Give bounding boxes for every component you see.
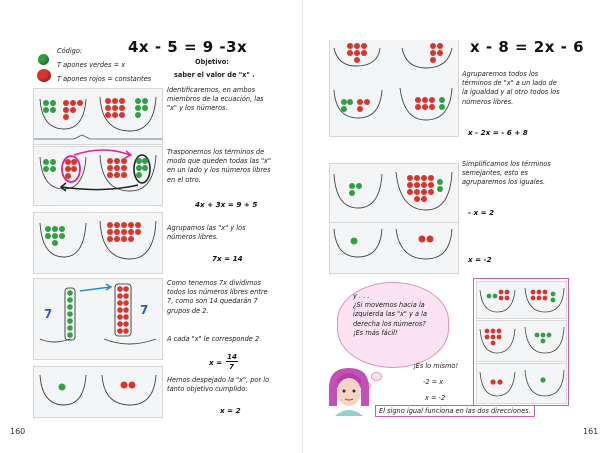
photo-right-step3 bbox=[329, 222, 459, 274]
color-legend bbox=[33, 47, 163, 87]
left-equation-title: 4x - 5 = 9 -3x bbox=[128, 38, 248, 56]
photo-right-step1 bbox=[329, 40, 459, 137]
fraction-expression bbox=[209, 352, 249, 372]
girl-avatar bbox=[325, 366, 373, 416]
fraction-denominator: 7 bbox=[229, 362, 235, 371]
red-cap-icon bbox=[37, 69, 51, 82]
right-page bbox=[305, 0, 605, 453]
fraction-lhs: x = bbox=[209, 358, 223, 367]
objective-text: saber el valor de "x" . bbox=[174, 71, 255, 79]
page-number-left: 160 bbox=[10, 427, 26, 436]
seven-label-left: 7 bbox=[44, 307, 53, 321]
fraction-numerator: 14 bbox=[227, 352, 238, 361]
green-cap-icon bbox=[38, 54, 49, 65]
final-result: x = 2 bbox=[220, 406, 241, 415]
photo-step5-result bbox=[33, 366, 163, 418]
right-equation-step2: - x = 2 bbox=[468, 208, 495, 217]
photo-step4-division bbox=[33, 278, 163, 360]
legend-heading: Código: bbox=[57, 47, 83, 55]
step3-text: Agrupamos las "x" y los números libres. bbox=[167, 224, 246, 242]
step6-text: Hemos despejado la "x", por lo tanto objetivo cumplido: bbox=[167, 376, 270, 394]
objective-label: Objetivo: bbox=[195, 58, 229, 66]
right-step1-text: Agruparemos todos los términos de "x" a un lado de la igualdad y al otro todos los números libres. bbox=[462, 70, 560, 106]
book-spine bbox=[302, 0, 303, 453]
right-equation-step3: x = -2 bbox=[468, 255, 492, 264]
conclusion-box: El signo igual funciona en las dos direcciones. bbox=[375, 405, 535, 417]
legend-red: T apones rojos = constantes bbox=[57, 75, 152, 83]
left-page bbox=[0, 0, 300, 453]
equation-step3: 7x = 14 bbox=[212, 254, 243, 263]
right-step2-text: Simplificamos los términos semejantes, esto es agruparemos los iguales. bbox=[462, 160, 551, 187]
photo-step3-grouped bbox=[33, 212, 163, 274]
photo-right-step2 bbox=[329, 163, 459, 223]
legend-green: T apones verdes = x bbox=[57, 61, 126, 69]
page-number-right: 161 bbox=[583, 427, 599, 436]
answer-text: ¡Es lo mismo! bbox=[413, 362, 459, 370]
right-equation-title: x - 8 = 2x - 6 bbox=[470, 38, 585, 56]
right-equation-step1: x - 2x = - 6 + 8 bbox=[468, 128, 528, 137]
answer-eq1: -2 = x bbox=[423, 378, 444, 386]
framed-photo-1 bbox=[476, 281, 567, 319]
seven-label-right: 7 bbox=[140, 303, 149, 317]
equation-step2: 4x + 3x = 9 + 5 bbox=[195, 200, 258, 209]
photo-step2-arrows bbox=[33, 146, 163, 206]
step1-text: Identificaremos, en ambos miembros de la ecuación, las "x" y los números. bbox=[167, 86, 264, 113]
framed-photo-2 bbox=[476, 320, 567, 362]
step4-text: Como tenemos 7x dividimos todos los números libres entre 7, como son 14 quedarán 7 grupos de 2. bbox=[167, 279, 268, 315]
framed-photos bbox=[473, 278, 569, 406]
step2-text: Trasponemos los términos de modo que queden todas las "x" en un lado y los números libres en el otro. bbox=[167, 148, 271, 184]
framed-photo-3 bbox=[476, 363, 567, 404]
bubble-text: y . . . ¿Si movemos hacia la izquierda las "x" y a la derecha los números? ¡Es más fácil! bbox=[353, 292, 428, 337]
step5-text: A cada "x" le corresponde 2 bbox=[167, 335, 260, 343]
answer-eq2: x = -2 bbox=[425, 394, 446, 402]
photo-step1-caps bbox=[33, 88, 163, 145]
